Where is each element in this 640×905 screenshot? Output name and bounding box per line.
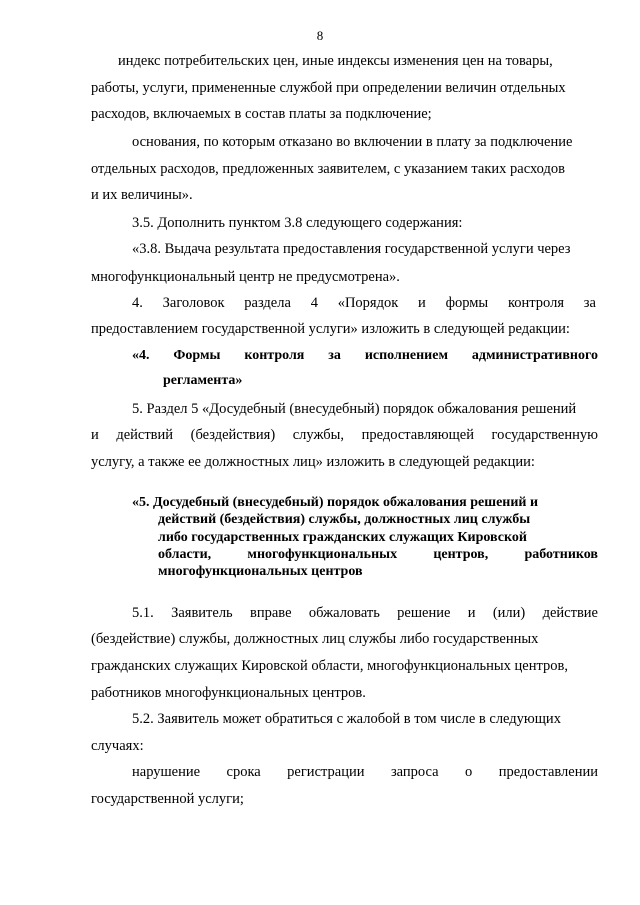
word: 5.1. [132,605,154,621]
word: «Порядок [337,295,399,311]
word: раздела [244,295,291,311]
word: области, [158,547,212,562]
word: формы [445,295,489,311]
text-line: индекс потребительских цен, иные индексы изменения цен на товары, [118,53,553,69]
word: Заголовок [162,295,225,311]
word: исполнением [364,348,448,363]
word: многофункциональных [247,547,398,562]
word: запроса [390,764,439,780]
word: решение [397,605,451,621]
text-line: 5. Раздел 5 «Досудебный (внесудебный) порядок обжалования решений [132,401,577,417]
page-number: 8 [316,28,324,43]
section-heading-5-cont [158,546,598,564]
word: Формы [173,348,221,363]
text-line: случаях: [91,738,144,754]
text-line: и их величины». [91,187,193,203]
word: центров, [433,547,489,562]
justified-line [91,426,598,444]
word: срока [226,764,261,780]
section-heading-5-cont: действий (бездействия) службы, должностных лиц службы [158,512,531,527]
word: действие [542,605,598,621]
word: и [91,427,99,443]
word: обжаловать [308,605,380,621]
word: предоставляющей [361,427,474,443]
text-line: гражданских служащих Кировской области, многофункциональных центров, [91,658,568,674]
word: «4. [132,348,150,363]
text-line: предоставлением государственной услуги» изложить в следующей редакции: [91,321,570,337]
text-line: расходов, включаемых в состав платы за подключение; [91,106,432,122]
word: службы, [292,427,345,443]
word: Заявитель [171,605,233,621]
word: (или) [492,605,526,621]
text-line: «3.8. Выдача результата предоставления государственной услуги через [132,241,571,257]
word: работников [524,547,598,562]
text-line: основания, по которым отказано во включении в плату за подключение [132,134,573,150]
word: за [583,295,596,311]
word: и [467,605,476,621]
word: (бездействия) [190,427,276,443]
word: административного [471,348,598,363]
word: регистрации [287,764,365,780]
word: 4 [310,295,318,311]
word: нарушение [132,764,201,780]
word: государственную [491,427,598,443]
justified-line [132,294,596,312]
text-line: 5.2. Заявитель может обратиться с жалобой в том числе в следующих [132,711,561,727]
justified-line [132,604,598,622]
word: вправе [250,605,292,621]
text-line: услугу, а также ее должностных лиц» изложить в следующей редакции: [91,454,535,470]
section-heading-5-cont: многофункциональных центров [158,564,363,579]
section-heading-5-cont: либо государственных гражданских служащих Кировской [158,530,527,545]
text-line: государственной услуги; [91,791,244,807]
section-heading-4 [132,347,598,365]
word: о [465,764,473,780]
text-line: работы, услуги, примененные службой при определении величин отдельных [91,80,566,96]
word: и [418,295,426,311]
text-line: многофункциональный центр не предусмотрена». [91,269,400,285]
text-line: отдельных расходов, предложенных заявителем, с указанием таких расходов [91,161,565,177]
justified-line [132,763,598,781]
text-line: работников многофункциональных центров. [91,685,366,701]
word: 4. [132,295,143,311]
text-line: 3.5. Дополнить пунктом 3.8 следующего содержания: [132,215,463,231]
word: контроля [244,348,305,363]
word: предоставлении [498,764,598,780]
section-heading-5: «5. Досудебный (внесудебный) порядок обжалования решений и [132,495,539,510]
word: за [328,348,341,363]
word: действий [116,427,174,443]
text-line: (бездействие) службы, должностных лиц службы либо государственных [91,631,539,647]
word: контроля [507,295,564,311]
section-heading-4-cont: регламента» [163,373,243,388]
